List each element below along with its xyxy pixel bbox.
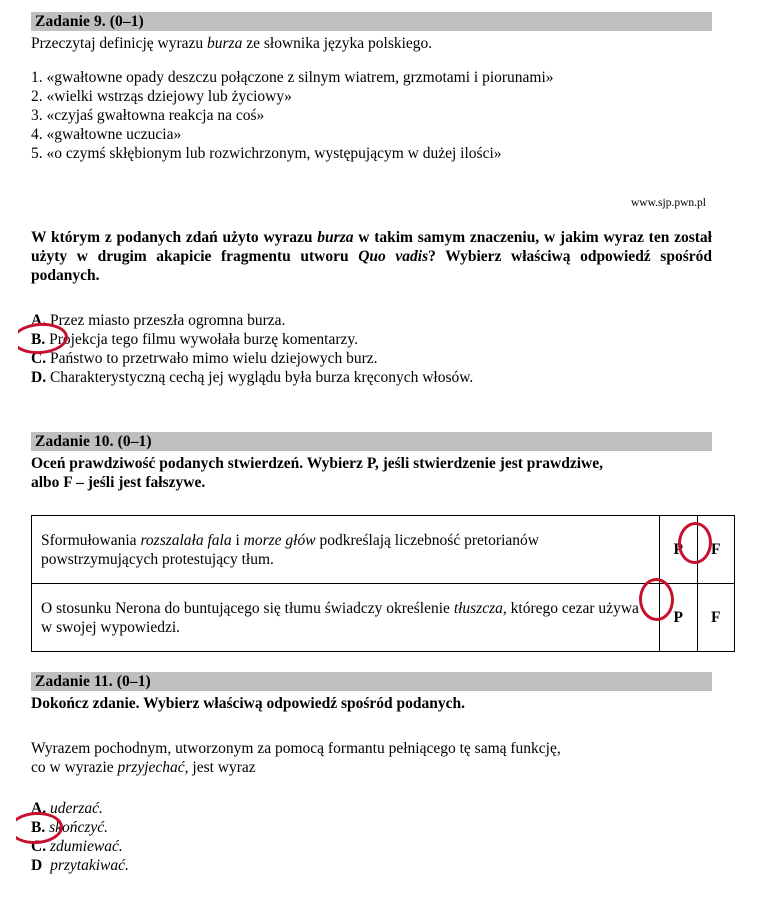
task-11-option-a[interactable] [31, 799, 103, 818]
task-9-question-part-3: ? Wybierz właściwą odpowiedź spośród podanych. [31, 248, 712, 284]
statement-cell-2 [32, 584, 660, 652]
statement-1-italic-2: morze głów [243, 531, 316, 549]
statement-1-false-option[interactable]: F [697, 516, 735, 584]
task-9-option-c-letter: C. [31, 350, 47, 367]
task-11-stem-line-1: Wyrazem pochodnym, utworzonym za pomocą formantu pełniącego tę samą funkcję, [31, 740, 561, 757]
task-9-source-attribution: www.sjp.pwn.pl [631, 197, 706, 209]
definition-item-4: 4. «gwałtowne uczucia» [31, 126, 182, 143]
task-9-instruction-before: Przeczytaj definicję wyrazu [31, 35, 208, 52]
task-9-question-part-2: w takim samym znaczeniu, w jakim wyraz ten został użyty w drugim akapicie fragmentu utworu [31, 229, 712, 265]
task-10-title: Zadanie 10. (0–1) [35, 433, 152, 450]
task-9-option-c-text: Państwo to przetrwało mimo wielu dziejowych burz. [49, 350, 378, 367]
statement-1-part-2: i [231, 531, 244, 549]
true-false-table [31, 515, 735, 652]
task-11-stem-keyword: przyjechać [117, 759, 185, 776]
definition-item-5: 5. «o czymś skłębionym lub rozwichrzonym, występującym w dużej ilości» [31, 145, 502, 162]
task-9-option-c[interactable] [31, 349, 378, 368]
task-11-stem-line-2 [31, 758, 712, 777]
statement-1-part-1: Sformułowania [41, 531, 141, 549]
task-9-option-a[interactable] [31, 311, 285, 330]
task-11-option-c-text: zdumiewać. [49, 838, 123, 855]
task-9-instruction [31, 34, 691, 53]
task-9-option-a-text: Przez miasto przeszła ogromna burza. [49, 312, 286, 329]
statement-1-true-option[interactable]: P [660, 516, 698, 584]
task-11-option-d-text: przytakiwać. [50, 857, 129, 874]
table-row [32, 516, 735, 584]
statement-1-italic-1: rozszalała fala [140, 531, 232, 549]
task-11-title: Zadanie 11. (0–1) [35, 673, 151, 690]
task-11-option-a-text: uderzać. [49, 800, 103, 817]
task-11-option-c[interactable] [31, 837, 123, 856]
statement-2-part-2: , którego cezar używa w swojej wypowiedzi. [41, 599, 639, 636]
task-10-instruction-line-1: Oceń prawdziwość podanych stwierdzeń. Wybierz P, jeśli stwierdzenie jest prawdziwe, [31, 455, 603, 472]
task-9-option-a-letter: A. [31, 312, 47, 329]
task-11-option-b[interactable] [31, 818, 108, 837]
task-10-instruction-line-2: albo F – jeśli jest fałszywe. [31, 474, 206, 491]
task-9-title: Zadanie 9. (0–1) [35, 13, 144, 30]
task-11-option-b-letter: B. [31, 819, 46, 836]
statement-1-part-3: podkreślają liczebność pretorianów powstrzymujących protestujący tłum. [41, 531, 539, 568]
statement-cell-1 [32, 516, 660, 584]
definition-item-2: 2. «wielki wstrząs dziejowy lub życiowy» [31, 88, 292, 105]
statement-2-part-1: O stosunku Nerona do buntującego się tłumu świadczy określenie [41, 599, 454, 617]
task-9-instruction-after: ze słownika języka polskiego. [242, 35, 433, 52]
task-9-question-title-quo-vadis: Quo vadis [358, 248, 429, 265]
task-11-instruction: Dokończ zdanie. Wybierz właściwą odpowiedź spośród podanych. [31, 695, 466, 712]
statement-2-false-option[interactable]: F [697, 584, 735, 652]
statement-2-italic-1: tłuszcza [453, 599, 503, 617]
task-9-option-b-letter: B. [31, 331, 46, 348]
task-9-question-part-1: W którym z podanych zdań użyto wyrazu [31, 229, 318, 246]
task-9-question-prompt [31, 228, 712, 285]
task-9-option-d-text: Charakterystyczną cechą jej wyglądu była burza kręconych włosów. [49, 369, 474, 386]
task-9-option-d-letter: D. [31, 369, 47, 386]
task-11-stem-part-1: co w wyrazie [31, 759, 118, 776]
task-11-option-a-letter: A. [31, 800, 47, 817]
task-11-stem-part-2: , jest wyraz [184, 759, 256, 776]
definition-item-3: 3. «czyjaś gwałtowna reakcja na coś» [31, 107, 265, 124]
task-9-option-b-text: Projekcja tego filmu wywołała burzę komentarzy. [49, 331, 358, 348]
task-9-instruction-keyword: burza [207, 35, 243, 52]
task-11-option-d-letter: D [31, 857, 43, 874]
definition-item-1: 1. «gwałtowne opady deszczu połączone z silnym wiatrem, grzmotami i piorunami» [31, 69, 554, 86]
task-9-option-b[interactable] [31, 330, 358, 349]
task-11-option-b-text: skończyć. [49, 819, 109, 836]
task-9-question-keyword-burza: burza [317, 229, 354, 246]
statement-2-true-option[interactable]: P [660, 584, 698, 652]
task-9-option-d[interactable] [31, 368, 473, 387]
table-row [32, 584, 735, 652]
task-11-option-d[interactable] [31, 856, 129, 875]
task-11-option-c-letter: C. [31, 838, 47, 855]
